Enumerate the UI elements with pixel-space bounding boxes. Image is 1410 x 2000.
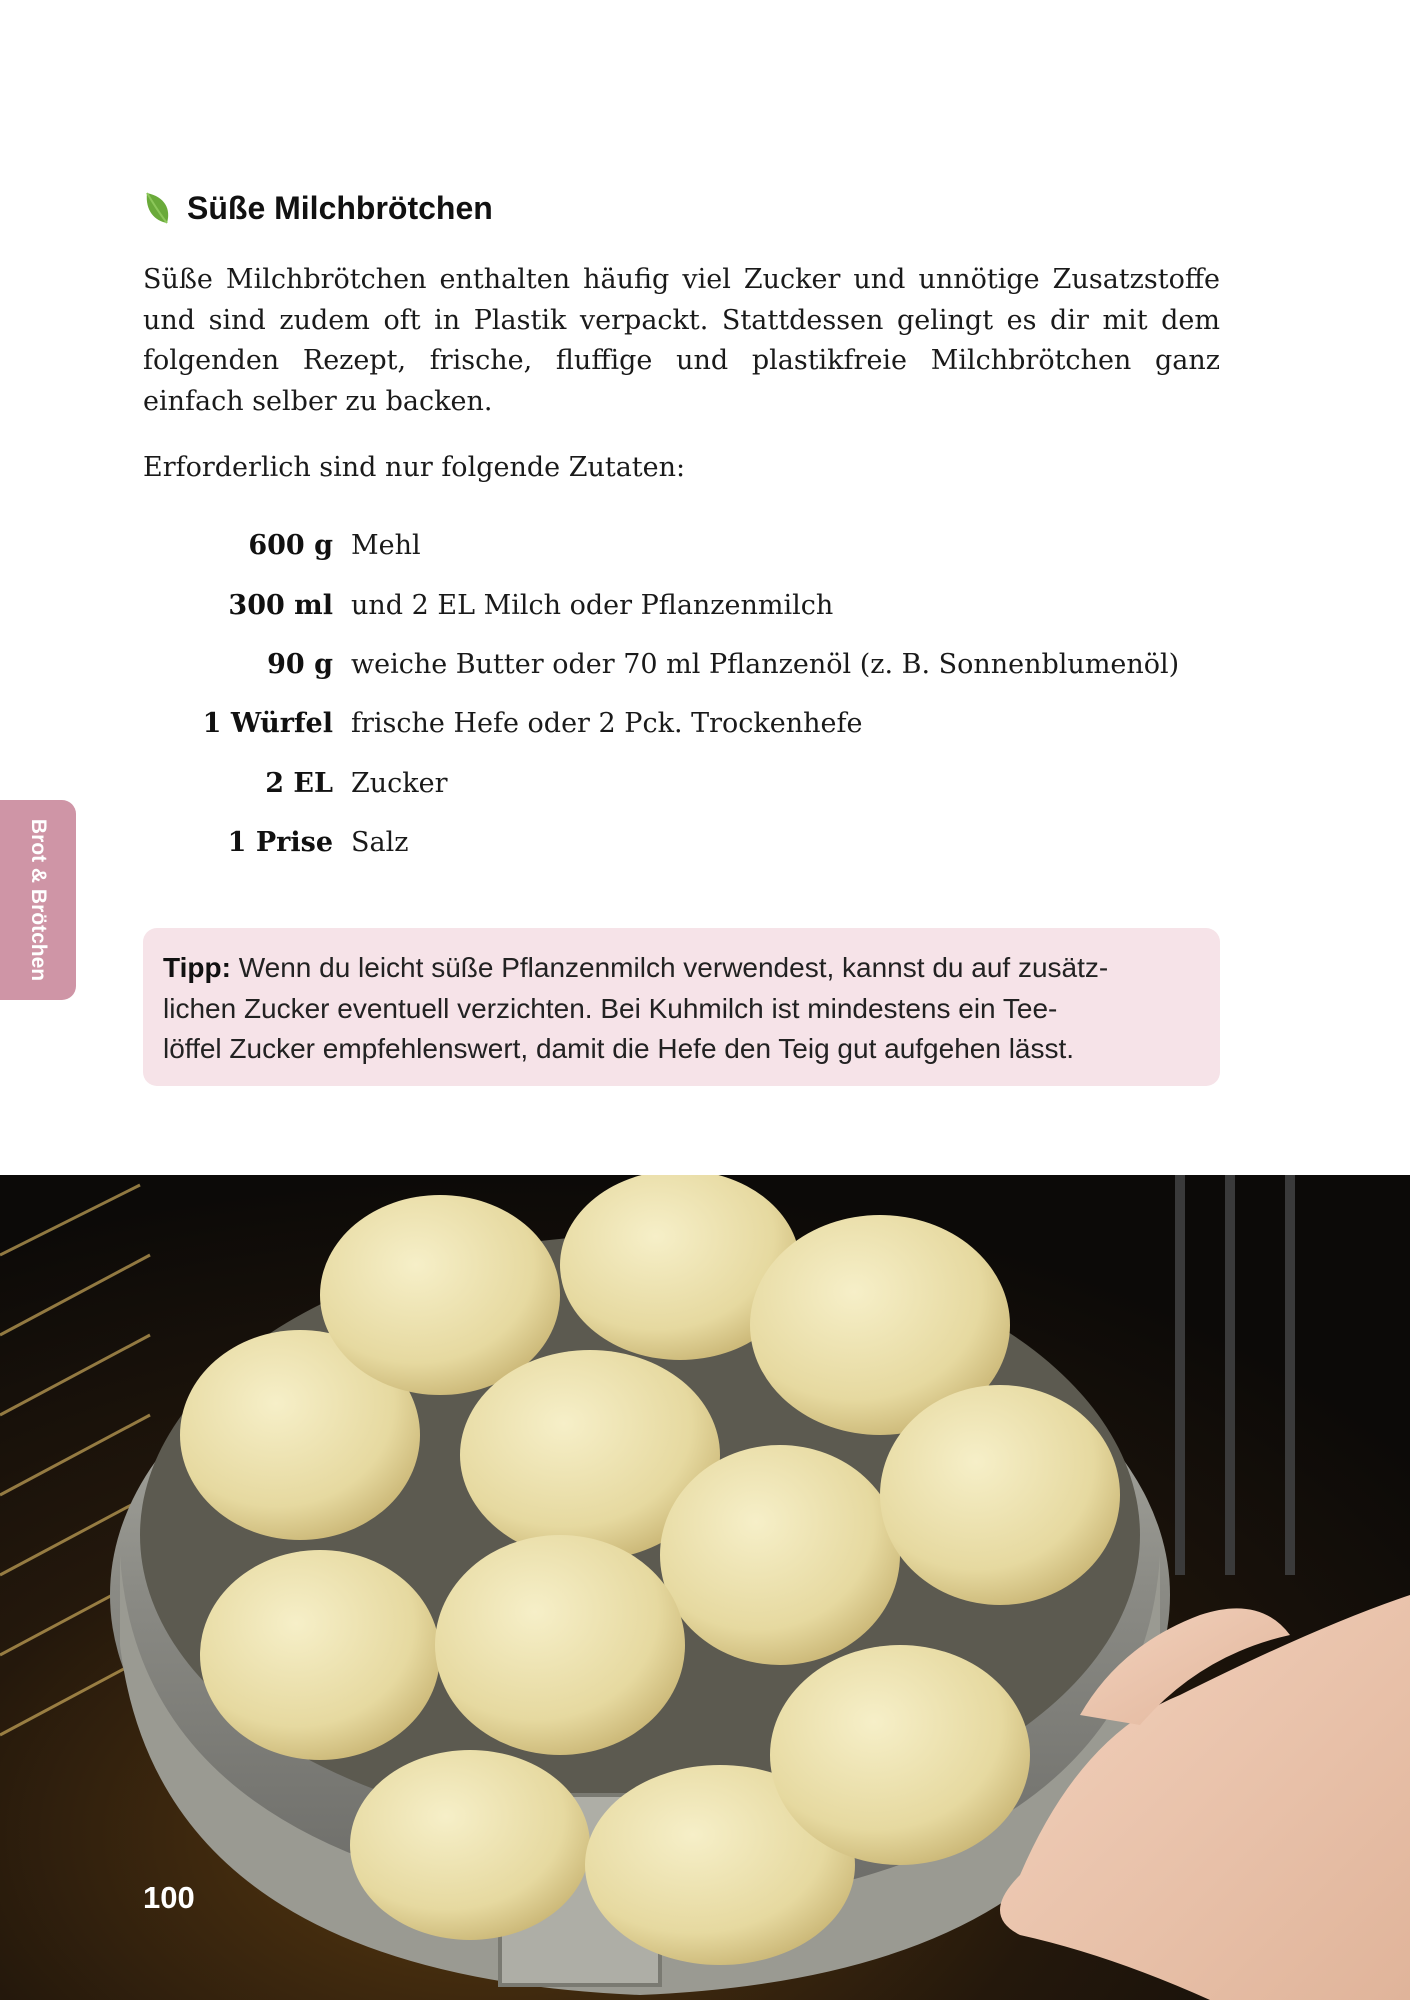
recipe-title: Süße Milchbrötchen (187, 190, 493, 226)
tip-box (143, 928, 1220, 1086)
ingredient-row (143, 813, 1179, 872)
page-number: 100 (143, 1880, 195, 1915)
ingredient-quantity: 1 Würfel (202, 708, 333, 740)
section-heading (143, 190, 493, 227)
ingredient-row (143, 575, 1179, 634)
tip-text-line-3: löffel Zucker empfehlenswert, damit die Hefe den Teig gut aufgehen lässt. (163, 1033, 1075, 1064)
tip-text-line-1: Wenn du leicht süße Pflanzenmilch verwendest, kannst du auf zusätz- (230, 952, 1109, 983)
ingredient-quantity: 600 g (248, 530, 333, 562)
ingredient-quantity: 1 Prise (227, 827, 333, 859)
chapter-tab[interactable] (0, 800, 76, 1000)
tip-label: Tipp: (163, 952, 231, 983)
ingredient-row (143, 516, 1179, 575)
ingredient-quantity: 300 ml (228, 589, 333, 621)
intro-paragraph: Süße Milchbrötchen enthalten häufig viel Zucker und unnötige Zusatzstoffe und sind zudem oft in Plastik verpackt. Stattdessen gelingt es dir mit dem folgenden Rezept, frische, fluffige und plastikfreie Milchbrötchen ganz einfach selber zu backen. (143, 264, 1220, 417)
ingredient-name: und 2 EL Milch oder Pflanzenmilch (351, 589, 834, 621)
leaf-icon (143, 191, 173, 227)
ingredient-name: Zucker (351, 767, 448, 799)
tip-text-line-2: lichen Zucker eventuell verzichten. Bei Kuhmilch ist mindestens ein Tee- (163, 992, 1058, 1024)
chapter-tab-label: Brot & Brötchen (27, 818, 50, 982)
ingredient-row (143, 635, 1179, 694)
ingredient-name: frische Hefe oder 2 Pck. Trockenhefe (351, 708, 863, 740)
ingredient-row (143, 754, 1179, 813)
ingredient-name: Salz (351, 827, 409, 859)
ingredient-quantity: 90 g (267, 648, 333, 680)
ingredient-name: weiche Butter oder 70 ml Pflanzenöl (z. B. Sonnenblumenöl) (351, 648, 1180, 680)
ingredient-list (143, 516, 1179, 872)
photo-milk-rolls-in-oven (0, 1175, 1410, 2000)
ingredient-row (143, 694, 1179, 753)
ingredient-name: Mehl (351, 530, 421, 562)
ingredient-quantity: 2 EL (265, 767, 333, 799)
ingredients-lead: Erforderlich sind nur folgende Zutaten: (143, 452, 686, 483)
